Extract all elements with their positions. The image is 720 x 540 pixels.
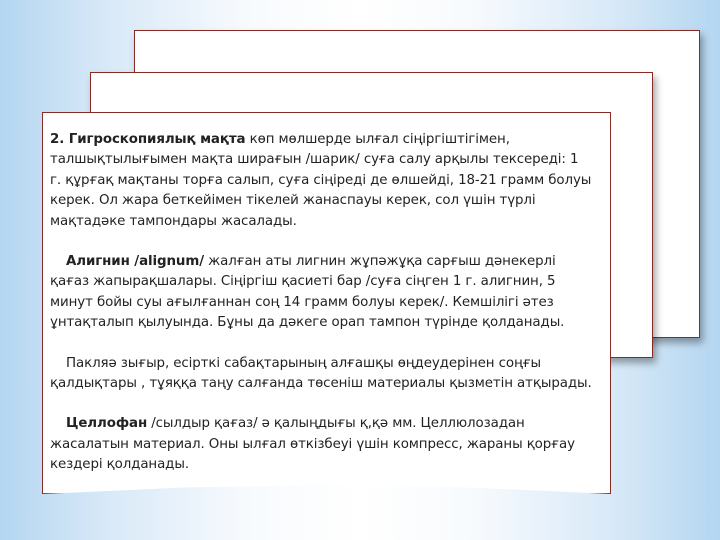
term-alignin: Алигнин /alignum/	[66, 254, 204, 270]
paragraph-spacer	[50, 334, 610, 354]
paragraph-spacer	[50, 394, 610, 414]
text-line: жалған аты лигнин жұпәжұқа сарғыш дәнекерлі	[204, 254, 556, 270]
text-line: ұнтақталып қылуында. Бұны да дәкеге орап тампон түрінде қолданады.	[50, 315, 565, 331]
paragraph-hygroscopic-cotton	[50, 130, 610, 232]
text-line: /сылдыр қағаз/ ә қалыңдығы қ,қә мм. Целлюлозадан	[147, 416, 525, 432]
text-line: көп мөлшерде ылғал сіңіргіштігімен,	[245, 132, 510, 147]
text-line: Пакляә зығыр, есірткі сабақтарының алғашқы өңдеудерінен соңғы	[66, 355, 541, 371]
paragraph-spacer	[50, 232, 610, 252]
paragraph-alignin	[50, 252, 610, 334]
term-hygroscopic-cotton: 2. Гигроскопиялық мақта	[50, 132, 246, 147]
paragraph-cellophane	[50, 414, 610, 475]
text-line: талшықтылығымен мақта ширағын /шарик/ суға салу арқылы тексереді: 1	[50, 152, 579, 168]
text-line: г. құрғақ мақтаны торға салып, суға сіңіреді де өлшейді, 18-21 грамм болуы	[50, 172, 592, 188]
paragraph-flax-tow	[50, 354, 610, 395]
text-content	[50, 130, 610, 476]
term-cellophane: Целлофан	[66, 416, 148, 432]
text-line: қағаз жапырақшалары. Сіңіргіш қасиеті бар /суға сіңген 1 г. алигнин, 5	[50, 274, 556, 290]
text-line: қалдықтары , тұяққа таңу салғанда төсеніш материалы қызметін атқырады.	[50, 376, 592, 392]
text-line: жасалатын материал. Оны ылғал өткізбеуі үшін компресс, жараны қорғау	[50, 436, 575, 452]
text-line: керек. Ол жара беткейімен тікелей жанаспауы керек, сол үшін түрлі	[50, 193, 536, 209]
text-line: минут бойы суы ағылғаннан соң 14 грамм болуы керек/. Кемшілігі әтез	[50, 294, 554, 310]
text-line: мақтадәке тампондары жасалады.	[50, 213, 297, 229]
text-line: кездері қолданады.	[50, 457, 189, 473]
